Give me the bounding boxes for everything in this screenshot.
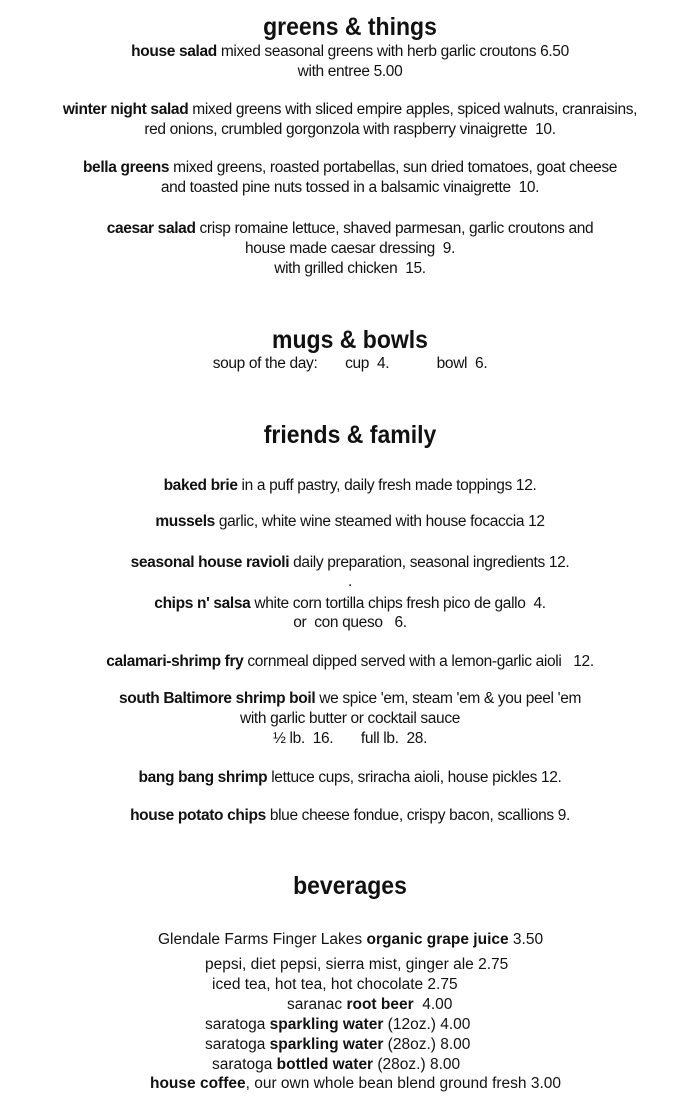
menu-line xyxy=(0,42,700,62)
menu-line xyxy=(0,729,700,749)
item-description: daily preparation, seasonal ingredients 12. xyxy=(289,554,570,571)
item-description: in a puff pastry, daily fresh made toppings 12. xyxy=(237,477,537,494)
section-title: beverages xyxy=(293,872,407,900)
item-description: , our own whole bean blend ground fresh 3.00 xyxy=(245,1075,561,1092)
item-name: sparkling water xyxy=(269,1016,384,1033)
item-description: mixed greens, roasted portabellas, sun dried tomatoes, goat cheese xyxy=(169,159,618,176)
menu-line xyxy=(0,219,700,239)
item-description: soup of the day: cup 4. bowl 6. xyxy=(212,355,488,372)
menu-line xyxy=(0,259,700,279)
menu-line xyxy=(0,572,700,592)
menu-line xyxy=(0,100,700,120)
menu-line xyxy=(0,239,700,259)
item-name: root beer xyxy=(346,996,414,1013)
menu-line xyxy=(0,158,700,178)
item-name: organic grape juice xyxy=(366,931,509,948)
item-name: calamari-shrimp fry xyxy=(106,653,244,670)
menu-line xyxy=(0,652,700,672)
item-name: bang bang shrimp xyxy=(138,769,268,786)
item-description: blue cheese fondue, crispy bacon, scallions 9. xyxy=(265,807,570,824)
menu-line xyxy=(0,120,700,140)
item-description: cornmeal dipped served with a lemon-garlic aioli 12. xyxy=(243,653,594,670)
item-description: with grilled chicken 15. xyxy=(274,260,426,277)
section-title: greens & things xyxy=(263,13,437,41)
item-name: house potato chips xyxy=(130,807,266,824)
item-description: mixed greens with sliced empire apples, spiced walnuts, cranraisins, xyxy=(188,101,638,118)
item-description: 3.50 xyxy=(508,931,544,948)
item-description: mixed seasonal greens with herb garlic croutons 6.50 xyxy=(216,43,569,60)
item-name: house coffee xyxy=(150,1075,246,1092)
item-description: saranac xyxy=(287,996,347,1013)
item-name: south Baltimore shrimp boil xyxy=(118,690,316,707)
item-name: bella greens xyxy=(82,159,170,176)
menu-line xyxy=(0,594,700,614)
item-name: baked brie xyxy=(163,477,238,494)
menu-line xyxy=(205,1015,470,1035)
menu-line xyxy=(0,178,700,198)
menu-line xyxy=(158,930,543,950)
section-title: friends & family xyxy=(263,421,437,449)
menu-line xyxy=(150,1074,561,1094)
item-description: ½ lb. 16. full lb. 28. xyxy=(272,730,428,747)
menu-line xyxy=(0,709,700,729)
menu-line xyxy=(212,1055,460,1075)
menu-line xyxy=(287,995,452,1015)
item-description: and toasted pine nuts tossed in a balsamic vinaigrette 10. xyxy=(160,179,540,196)
item-description: Glendale Farms Finger Lakes xyxy=(158,931,367,948)
menu-line xyxy=(0,354,700,374)
menu-line xyxy=(0,768,700,788)
menu-line xyxy=(0,553,700,573)
item-description: 4.00 xyxy=(413,996,453,1013)
menu-line xyxy=(205,1035,470,1055)
item-name: seasonal house ravioli xyxy=(130,554,290,571)
item-name: winter night salad xyxy=(62,101,189,118)
menu-line xyxy=(0,512,700,532)
item-name: house salad xyxy=(131,43,217,60)
item-description: iced tea, hot tea, hot chocolate 2.75 xyxy=(212,976,458,993)
item-name: sparkling water xyxy=(269,1036,384,1053)
menu-line xyxy=(0,689,700,709)
item-description: pepsi, diet pepsi, sierra mist, ginger ale 2.75 xyxy=(205,956,509,973)
item-description: (28oz.) 8.00 xyxy=(373,1056,461,1073)
item-description: with entree 5.00 xyxy=(297,63,403,80)
item-description: we spice 'em, steam 'em & you peel 'em xyxy=(315,690,582,707)
item-name: bottled water xyxy=(276,1056,374,1073)
item-description: . xyxy=(348,573,352,590)
item-description: with garlic butter or cocktail sauce xyxy=(240,710,460,727)
menu-line xyxy=(0,62,700,82)
menu-line xyxy=(0,613,700,633)
menu-line xyxy=(212,975,458,995)
section-title: mugs & bowls xyxy=(272,326,428,354)
item-description: saratoga xyxy=(205,1016,270,1033)
item-description: (28oz.) 8.00 xyxy=(383,1036,471,1053)
item-description: white corn tortilla chips fresh pico de gallo 4. xyxy=(250,595,546,612)
item-description: saratoga xyxy=(205,1036,270,1053)
item-description: saratoga xyxy=(212,1056,277,1073)
item-description: or con queso 6. xyxy=(293,614,407,631)
item-description: (12oz.) 4.00 xyxy=(383,1016,471,1033)
item-description: house made caesar dressing 9. xyxy=(244,240,456,257)
menu-line xyxy=(0,476,700,496)
item-description: garlic, white wine steamed with house focaccia 12 xyxy=(214,513,545,530)
item-description: crisp romaine lettuce, shaved parmesan, garlic croutons and xyxy=(195,220,594,237)
item-description: lettuce cups, sriracha aioli, house pickles 12. xyxy=(267,769,562,786)
item-name: chips n' salsa xyxy=(154,595,251,612)
menu-line xyxy=(0,806,700,826)
menu-line xyxy=(205,955,508,975)
item-name: caesar salad xyxy=(106,220,196,237)
item-name: mussels xyxy=(155,513,215,530)
item-description: red onions, crumbled gorgonzola with raspberry vinaigrette 10. xyxy=(144,121,556,138)
